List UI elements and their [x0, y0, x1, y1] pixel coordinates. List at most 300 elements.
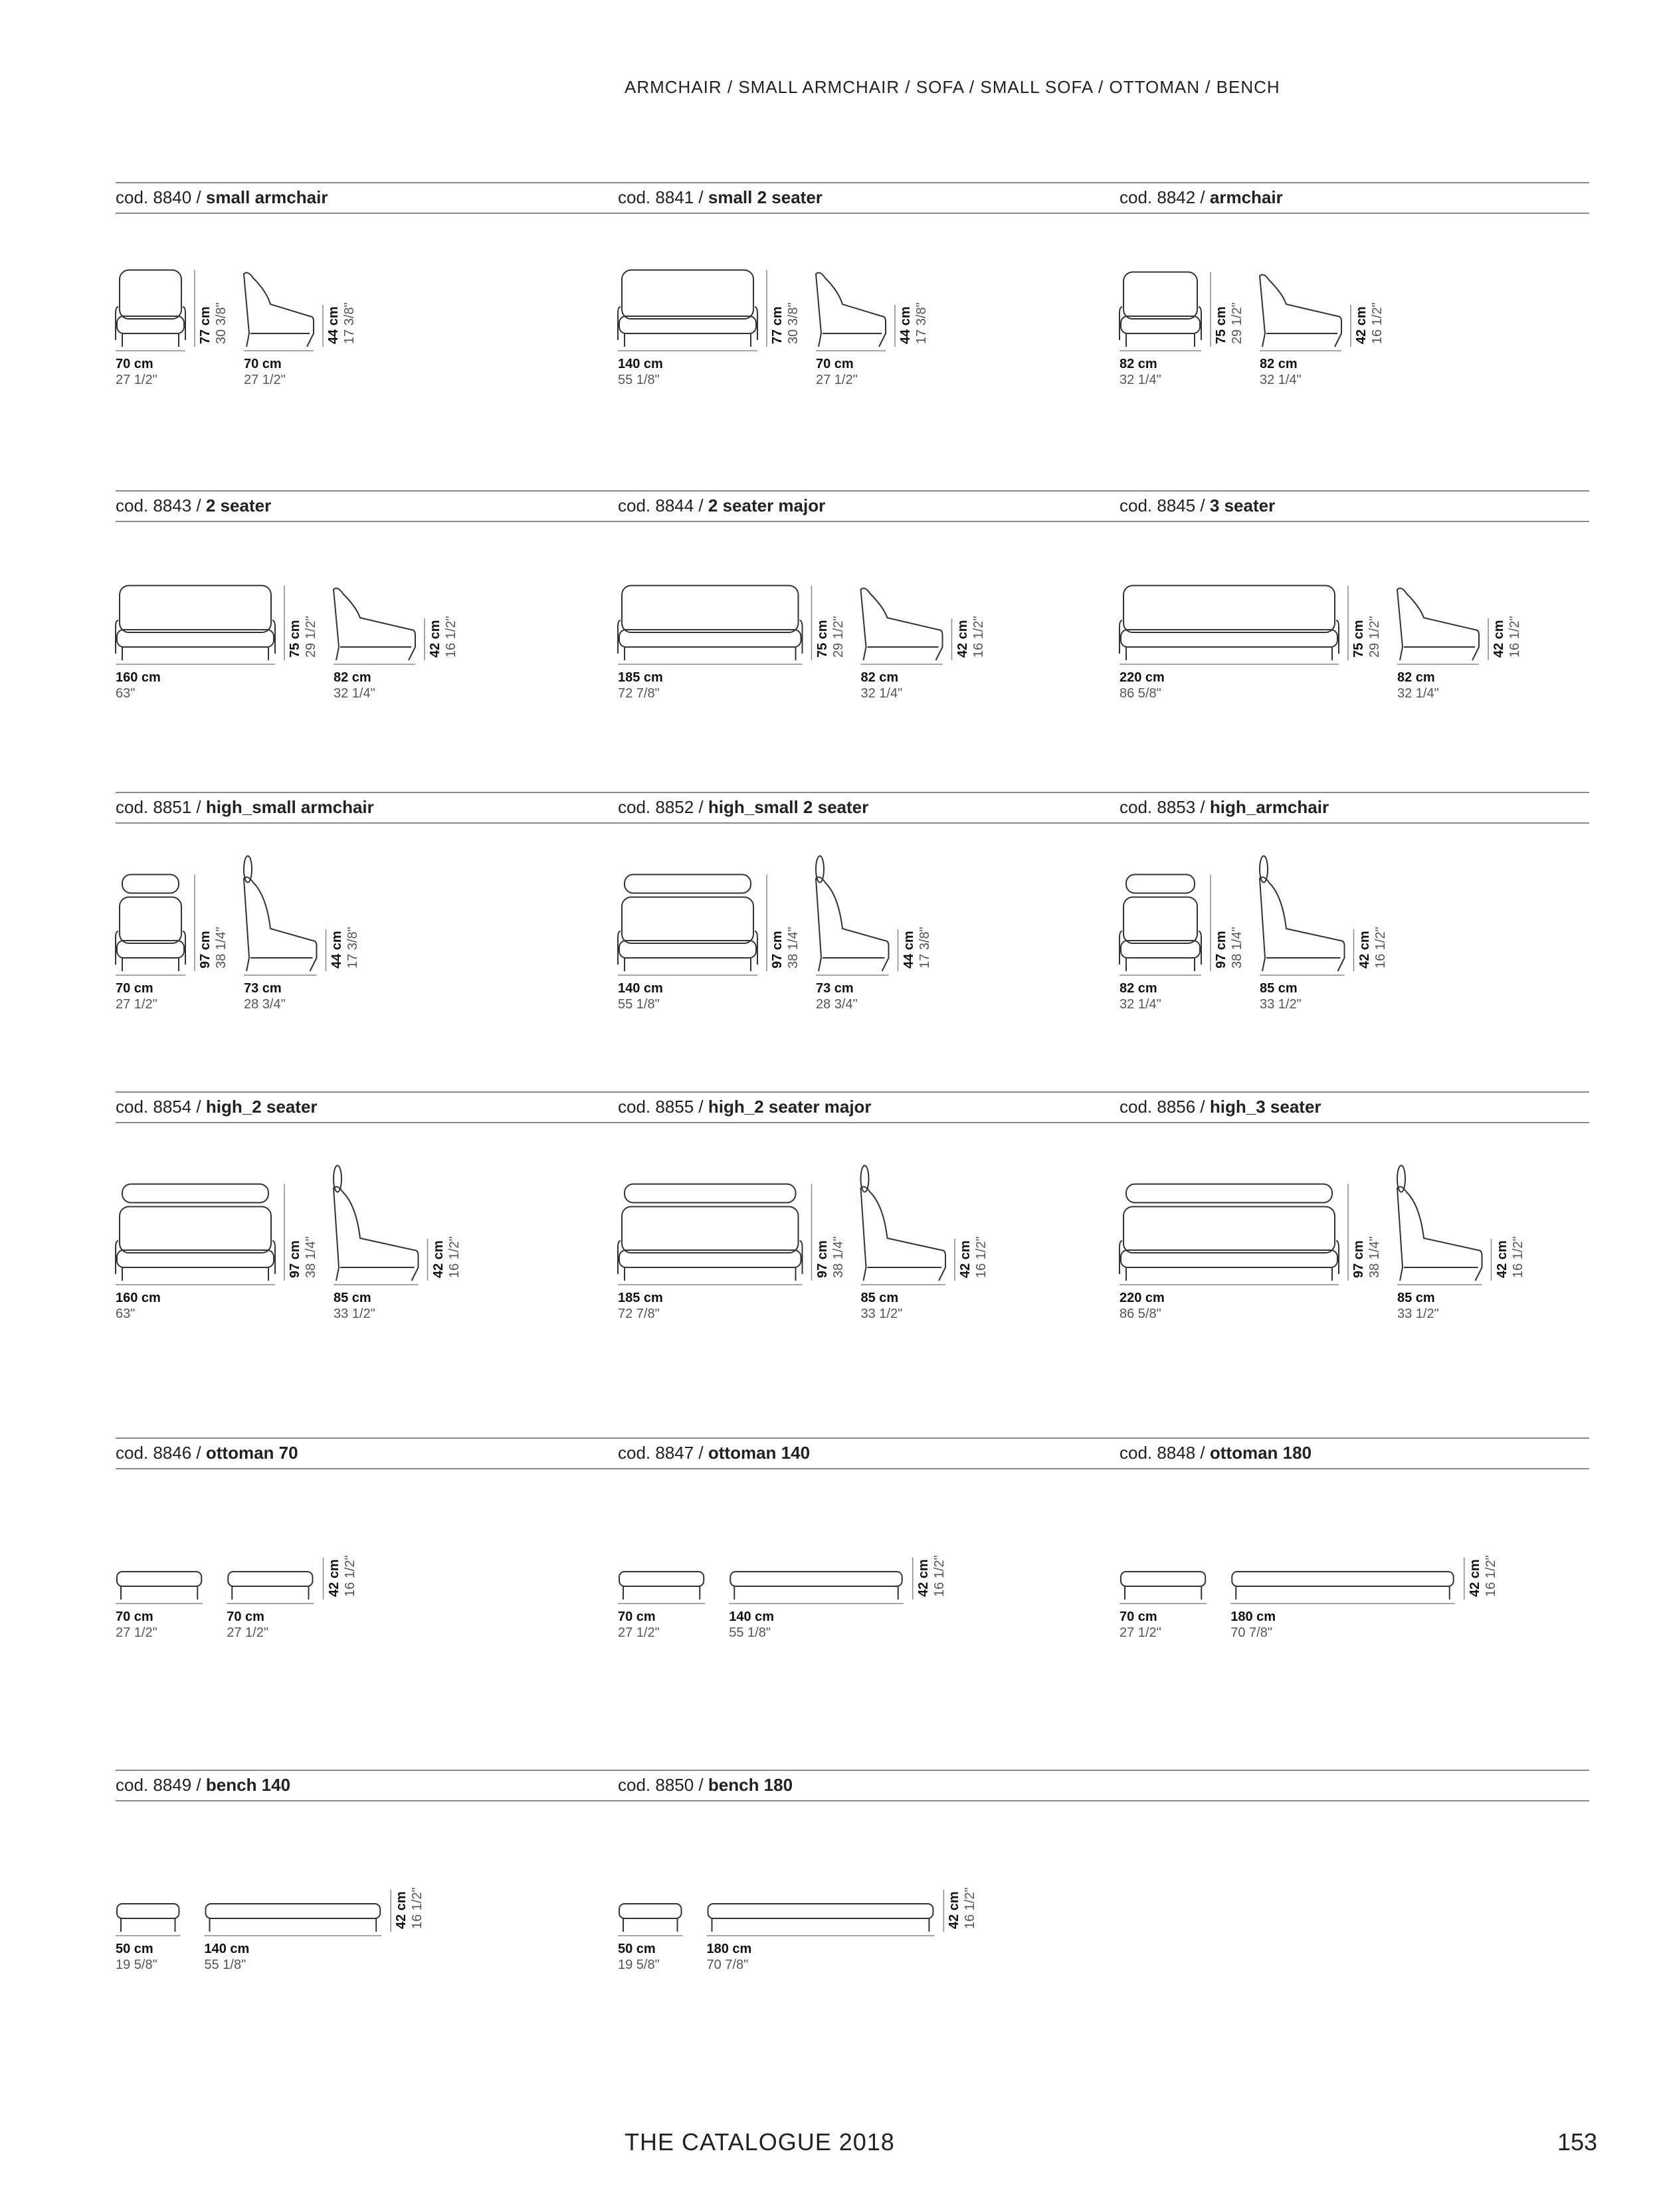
- width-cm: 82 cm: [1260, 357, 1298, 371]
- side-width-label: [334, 1290, 375, 1322]
- right-arm-line: [755, 307, 757, 340]
- second-piece-width-label: [1230, 1609, 1276, 1641]
- seat-height-label: [898, 302, 929, 344]
- width-cm: 73 cm: [244, 981, 282, 996]
- height-cm: 42 cm: [955, 620, 970, 658]
- side-view-drawing: [708, 1904, 933, 1932]
- width-in: 72 7/8": [618, 1307, 660, 1321]
- height-cm: 42 cm: [1357, 931, 1372, 968]
- height-in: 29 1/2": [830, 616, 846, 658]
- product-name: ottoman 70: [205, 1443, 298, 1463]
- front-height-label: [1213, 927, 1245, 968]
- width-in: 33 1/2": [1260, 997, 1302, 1012]
- top-cushion-shape: [619, 1572, 704, 1586]
- seat-cushion-shape: [117, 941, 184, 958]
- front-width-label: [1120, 980, 1161, 1012]
- headrest-shape: [625, 875, 751, 893]
- front-view-drawing: [618, 875, 757, 972]
- top-cushion-shape: [730, 1572, 902, 1586]
- width-in: 27 1/2": [116, 1625, 157, 1640]
- product-code-label: [618, 797, 868, 818]
- product-code: cod. 8856 /: [1120, 1097, 1210, 1117]
- width-in: 27 1/2": [227, 1625, 268, 1640]
- side-width-label: [861, 670, 903, 701]
- product-name: high_2 seater: [205, 1097, 318, 1117]
- front-view-drawing: [618, 586, 803, 661]
- side-profile-path: [1260, 275, 1341, 347]
- product-code: cod. 8848 /: [1120, 1443, 1210, 1463]
- seat-height-label: [326, 302, 357, 344]
- seat-height-label: [431, 1236, 462, 1278]
- backrest-shape: [622, 1207, 799, 1253]
- front-view-drawing: [618, 1184, 803, 1281]
- right-arm-line: [800, 620, 803, 654]
- left-arm-line: [116, 620, 118, 654]
- height-cm: 44 cm: [898, 306, 913, 344]
- height-cm: 42 cm: [394, 1891, 409, 1929]
- side-width-label: [816, 356, 858, 388]
- side-view-drawing: [228, 1572, 312, 1600]
- side-width-label: [334, 670, 375, 701]
- height-cm: 42 cm: [1467, 1559, 1482, 1597]
- width-in: 28 3/4": [244, 997, 286, 1012]
- backrest-shape: [1123, 586, 1335, 633]
- width-cm: 85 cm: [860, 1291, 899, 1305]
- width-in: 55 1/8": [729, 1625, 771, 1640]
- height-cm: 44 cm: [326, 306, 341, 344]
- width-cm: 140 cm: [618, 357, 663, 371]
- width-in: 28 3/4": [816, 997, 858, 1012]
- seat-cushion-shape: [1121, 316, 1200, 333]
- backrest-shape: [1123, 1207, 1335, 1253]
- section-top-rule: [116, 1091, 1589, 1093]
- height-in: 16 1/2": [342, 1555, 357, 1597]
- section-bottom-rule: [116, 1800, 1589, 1801]
- height-in: 16 1/2": [446, 1236, 462, 1278]
- right-arm-line: [183, 307, 185, 340]
- side-width-label: [1397, 1290, 1439, 1322]
- section-bottom-rule: [116, 213, 1589, 214]
- height-cm: 75 cm: [288, 620, 302, 658]
- height-in: 16 1/2": [444, 616, 458, 658]
- left-arm-line: [116, 931, 118, 965]
- backrest-shape: [120, 270, 181, 320]
- height-cm: 75 cm: [1214, 306, 1228, 344]
- height-in: 17 3/8": [342, 302, 357, 344]
- product-name: 2 seater: [205, 496, 272, 515]
- right-arm-line: [1336, 620, 1339, 654]
- first-piece-width-label: [618, 1609, 660, 1641]
- product-code-label: [1120, 1097, 1321, 1117]
- width-in: 70 7/8": [706, 1958, 749, 1972]
- side-headrest-shape: [861, 1166, 869, 1192]
- product-name: bench 140: [205, 1775, 291, 1795]
- height-in: 17 3/8": [345, 927, 360, 968]
- product-code: cod. 8849 /: [116, 1775, 206, 1795]
- left-arm-line: [618, 307, 621, 340]
- width-in: 19 5/8": [116, 1958, 157, 1972]
- height-cm: 42 cm: [326, 1559, 342, 1597]
- width-cm: 70 cm: [618, 1610, 656, 1624]
- side-view-drawing: [619, 1904, 682, 1932]
- product-code: cod. 8842 /: [1120, 187, 1210, 207]
- front-width-label: [618, 356, 663, 388]
- product-code: cod. 8852 /: [618, 797, 708, 817]
- seat-height-label: [901, 927, 933, 968]
- side-view-drawing: [334, 1166, 419, 1281]
- height-label: [326, 1555, 358, 1597]
- front-height-label: [815, 1236, 846, 1278]
- product-name: ottoman 140: [708, 1443, 811, 1463]
- product-name: ottoman 180: [1209, 1443, 1312, 1463]
- product-code-label: [618, 1097, 872, 1117]
- width-in: 32 1/4": [334, 686, 375, 701]
- front-width-label: [116, 356, 157, 388]
- height-cm: 97 cm: [288, 1240, 302, 1278]
- product-code: cod. 8854 /: [116, 1097, 206, 1117]
- section-bottom-rule: [116, 1468, 1589, 1469]
- front-height-label: [1213, 302, 1245, 344]
- front-view-drawing: [116, 270, 185, 347]
- section-top-rule: [116, 792, 1589, 793]
- side-view-drawing: [619, 1572, 704, 1600]
- width-in: 55 1/8": [618, 997, 660, 1012]
- width-in: 27 1/2": [116, 997, 157, 1012]
- front-height-label: [197, 927, 229, 968]
- width-cm: 70 cm: [244, 357, 282, 371]
- width-cm: 180 cm: [1230, 1610, 1276, 1624]
- height-in: 29 1/2": [1367, 616, 1382, 658]
- width-cm: 140 cm: [618, 981, 663, 996]
- front-view-drawing: [618, 270, 757, 347]
- width-cm: 220 cm: [1120, 670, 1165, 685]
- width-cm: 85 cm: [334, 1291, 371, 1305]
- width-cm: 82 cm: [1397, 670, 1435, 685]
- side-profile-path: [861, 1187, 946, 1281]
- height-in: 16 1/2": [1483, 1555, 1498, 1597]
- height-cm: 97 cm: [198, 931, 213, 968]
- side-width-label: [244, 356, 286, 388]
- height-in: 38 1/4": [304, 1236, 318, 1278]
- seat-height-label: [1491, 616, 1523, 658]
- front-view-drawing: [1120, 272, 1201, 347]
- front-height-label: [769, 302, 801, 344]
- side-view-drawing: [334, 589, 415, 661]
- width-in: 27 1/2": [618, 1625, 660, 1640]
- side-profile-path: [334, 1187, 419, 1281]
- right-arm-line: [272, 620, 275, 654]
- top-cushion-shape: [117, 1904, 179, 1918]
- backrest-shape: [1123, 897, 1197, 944]
- side-view-drawing: [730, 1572, 902, 1600]
- side-view-drawing: [1260, 856, 1345, 972]
- side-view-drawing: [816, 273, 886, 347]
- right-arm-line: [755, 931, 757, 965]
- right-arm-line: [1199, 931, 1201, 965]
- footer-catalogue-title: THE CATALOGUE 2018: [625, 2128, 895, 2156]
- height-in: 38 1/4": [214, 927, 229, 968]
- front-view-drawing: [1120, 875, 1201, 972]
- width-in: 63": [116, 686, 136, 701]
- height-cm: 44 cm: [901, 931, 916, 968]
- product-name: 3 seater: [1209, 496, 1276, 515]
- front-width-label: [618, 670, 663, 701]
- height-in: 38 1/4": [786, 927, 801, 968]
- side-headrest-shape: [816, 856, 824, 883]
- left-arm-line: [618, 931, 621, 965]
- side-view-drawing: [117, 1572, 201, 1600]
- seat-height-label: [957, 1236, 989, 1278]
- width-in: 27 1/2": [244, 373, 286, 387]
- width-in: 33 1/2": [860, 1307, 903, 1321]
- top-cushion-shape: [117, 1572, 201, 1586]
- section-top-rule: [116, 1770, 1589, 1771]
- height-cm: 77 cm: [198, 306, 213, 344]
- width-in: 63": [116, 1307, 136, 1321]
- left-arm-line: [1120, 931, 1122, 965]
- width-in: 32 1/4": [1120, 373, 1161, 387]
- width-cm: 85 cm: [1397, 1291, 1435, 1305]
- product-code: cod. 8844 /: [618, 496, 708, 515]
- product-code: cod. 8840 /: [116, 187, 206, 207]
- side-profile-path: [816, 877, 889, 972]
- width-in: 27 1/2": [1120, 1625, 1161, 1640]
- front-height-label: [1351, 616, 1383, 658]
- side-view-drawing: [117, 1904, 179, 1932]
- top-cushion-shape: [206, 1904, 381, 1918]
- front-width-label: [116, 670, 161, 701]
- side-view-drawing: [244, 273, 314, 347]
- product-name: small 2 seater: [708, 187, 823, 207]
- height-in: 16 1/2": [974, 1236, 989, 1278]
- side-view-drawing: [1397, 589, 1479, 661]
- product-code: cod. 8841 /: [618, 187, 708, 207]
- product-code: cod. 8850 /: [618, 1775, 708, 1795]
- page-number: 153: [1557, 2128, 1598, 2156]
- headrest-shape: [625, 1184, 796, 1203]
- height-in: 16 1/2": [1508, 616, 1522, 658]
- height-in: 38 1/4": [830, 1236, 846, 1278]
- left-arm-line: [618, 1241, 621, 1274]
- height-cm: 42 cm: [431, 1240, 446, 1278]
- height-in: 38 1/4": [1230, 927, 1244, 968]
- seat-cushion-shape: [619, 630, 801, 647]
- height-in: 29 1/2": [1230, 302, 1244, 344]
- width-in: 86 5/8": [1120, 686, 1161, 701]
- front-view-drawing: [116, 1184, 275, 1281]
- side-width-label: [1397, 670, 1439, 701]
- height-cm: 97 cm: [815, 1240, 830, 1278]
- front-view-drawing: [116, 875, 185, 972]
- front-height-label: [287, 1236, 319, 1278]
- product-code-label: [116, 1775, 290, 1796]
- width-in: 86 5/8": [1120, 1307, 1161, 1321]
- page-header-title: ARMCHAIR / SMALL ARMCHAIR / SOFA / SMALL SOFA / OTTOMAN / BENCH: [625, 77, 1280, 97]
- side-width-label: [244, 980, 286, 1012]
- side-view-drawing: [861, 589, 943, 661]
- seat-cushion-shape: [1121, 630, 1337, 647]
- side-profile-path: [244, 273, 314, 347]
- second-piece-width-label: [227, 1609, 268, 1641]
- product-code-label: [116, 496, 271, 516]
- height-in: 16 1/2": [1373, 927, 1388, 968]
- width-cm: 140 cm: [729, 1610, 775, 1624]
- width-in: 32 1/4": [1260, 373, 1302, 387]
- left-arm-line: [618, 620, 621, 654]
- product-code: cod. 8855 /: [618, 1097, 708, 1117]
- height-in: 16 1/2": [1370, 302, 1385, 344]
- section-top-rule: [116, 490, 1589, 492]
- side-profile-path: [1260, 877, 1345, 972]
- first-piece-width-label: [1120, 1609, 1161, 1641]
- front-height-label: [815, 616, 846, 658]
- product-code-label: [618, 187, 823, 208]
- width-in: 33 1/2": [1397, 1307, 1439, 1321]
- left-arm-line: [1120, 1241, 1122, 1274]
- width-in: 19 5/8": [618, 1958, 660, 1972]
- section-bottom-rule: [116, 822, 1589, 824]
- right-arm-line: [272, 1241, 275, 1274]
- product-code: cod. 8853 /: [1120, 797, 1210, 817]
- width-cm: 70 cm: [1120, 1610, 1157, 1624]
- width-cm: 50 cm: [116, 1942, 153, 1956]
- product-name: 2 seater major: [708, 496, 826, 515]
- right-arm-line: [1336, 1241, 1339, 1274]
- product-name: bench 180: [708, 1775, 793, 1795]
- backrest-shape: [120, 586, 271, 633]
- width-cm: 160 cm: [116, 670, 161, 685]
- height-in: 16 1/2": [931, 1555, 947, 1597]
- width-in: 33 1/2": [334, 1307, 375, 1321]
- headrest-shape: [1126, 1184, 1332, 1203]
- side-view-drawing: [206, 1904, 381, 1932]
- width-in: 55 1/8": [204, 1958, 246, 1972]
- seat-height-label: [1494, 1236, 1526, 1278]
- product-code: cod. 8845 /: [1120, 496, 1210, 515]
- width-cm: 160 cm: [116, 1291, 161, 1305]
- width-in: 72 7/8": [618, 686, 660, 701]
- backrest-shape: [622, 586, 799, 633]
- width-cm: 73 cm: [816, 981, 854, 996]
- product-name: small armchair: [205, 187, 328, 207]
- side-profile-path: [861, 589, 943, 661]
- side-view-drawing: [1397, 1166, 1482, 1281]
- product-code: cod. 8851 /: [116, 797, 206, 817]
- second-piece-width-label: [707, 1941, 752, 1973]
- height-cm: 42 cm: [958, 1240, 973, 1278]
- width-in: 27 1/2": [116, 373, 157, 387]
- width-cm: 140 cm: [204, 1942, 250, 1956]
- product-code: cod. 8843 /: [116, 496, 206, 515]
- seat-cushion-shape: [117, 1250, 274, 1267]
- side-profile-path: [1397, 589, 1479, 661]
- front-height-label: [1351, 1236, 1383, 1278]
- backrest-shape: [1123, 272, 1197, 320]
- front-width-label: [618, 980, 663, 1012]
- height-cm: 42 cm: [916, 1559, 931, 1597]
- height-in: 16 1/2": [410, 1887, 425, 1929]
- side-headrest-shape: [334, 1166, 342, 1192]
- left-arm-line: [1120, 307, 1122, 340]
- left-arm-line: [1120, 620, 1122, 654]
- product-code-label: [1120, 797, 1329, 818]
- front-height-label: [197, 302, 229, 344]
- height-in: 38 1/4": [1367, 1236, 1382, 1278]
- product-code: cod. 8847 /: [618, 1443, 708, 1463]
- front-height-label: [769, 927, 801, 968]
- height-in: 16 1/2": [1510, 1236, 1525, 1278]
- height-in: 17 3/8": [917, 927, 932, 968]
- height-cm: 97 cm: [1351, 1240, 1366, 1278]
- right-arm-line: [1199, 307, 1201, 340]
- height-cm: 97 cm: [1214, 931, 1228, 968]
- side-headrest-shape: [1260, 856, 1268, 883]
- seat-cushion-shape: [117, 316, 184, 333]
- left-arm-line: [116, 307, 118, 340]
- product-name: high_small 2 seater: [708, 797, 869, 817]
- width-cm: 180 cm: [706, 1942, 752, 1956]
- top-cushion-shape: [708, 1904, 933, 1918]
- height-in: 30 3/8": [786, 302, 801, 344]
- product-code-label: [618, 1443, 810, 1463]
- width-cm: 70 cm: [816, 357, 854, 371]
- product-name: high_armchair: [1209, 797, 1329, 817]
- section-top-rule: [116, 182, 1589, 183]
- seat-cushion-shape: [619, 1250, 801, 1267]
- top-cushion-shape: [1232, 1572, 1454, 1586]
- side-profile-path: [816, 273, 886, 347]
- width-cm: 82 cm: [860, 670, 899, 685]
- height-in: 16 1/2": [963, 1887, 978, 1929]
- backrest-shape: [622, 897, 753, 944]
- seat-height-label: [329, 927, 361, 968]
- seat-cushion-shape: [1121, 941, 1200, 958]
- width-cm: 82 cm: [334, 670, 371, 685]
- height-cm: 42 cm: [947, 1891, 962, 1929]
- side-profile-path: [244, 877, 317, 972]
- width-in: 32 1/4": [1397, 686, 1439, 701]
- headrest-shape: [122, 875, 179, 893]
- product-code-label: [1120, 1443, 1312, 1463]
- height-cm: 42 cm: [1494, 1240, 1510, 1278]
- side-headrest-shape: [244, 856, 252, 883]
- product-name: armchair: [1209, 187, 1283, 207]
- width-in: 27 1/2": [816, 373, 858, 387]
- section-top-rule: [116, 1437, 1589, 1439]
- second-piece-width-label: [729, 1609, 774, 1641]
- product-code-label: [116, 1097, 318, 1117]
- height-cm: 75 cm: [1351, 620, 1366, 658]
- front-view-drawing: [1120, 586, 1339, 661]
- height-cm: 44 cm: [329, 931, 344, 968]
- width-cm: 70 cm: [116, 357, 153, 371]
- product-code-label: [618, 1775, 793, 1796]
- width-cm: 70 cm: [116, 981, 153, 996]
- second-piece-width-label: [205, 1941, 250, 1973]
- side-width-label: [861, 1290, 903, 1322]
- backrest-shape: [120, 1207, 271, 1253]
- side-view-drawing: [1260, 275, 1341, 347]
- front-width-label: [116, 980, 157, 1012]
- first-piece-width-label: [116, 1609, 157, 1641]
- width-cm: 220 cm: [1120, 1291, 1165, 1305]
- height-label: [1467, 1555, 1499, 1597]
- seat-cushion-shape: [117, 630, 274, 647]
- headrest-shape: [1126, 875, 1195, 893]
- product-code-label: [618, 496, 825, 516]
- section-bottom-rule: [116, 1122, 1589, 1123]
- height-label: [916, 1555, 947, 1597]
